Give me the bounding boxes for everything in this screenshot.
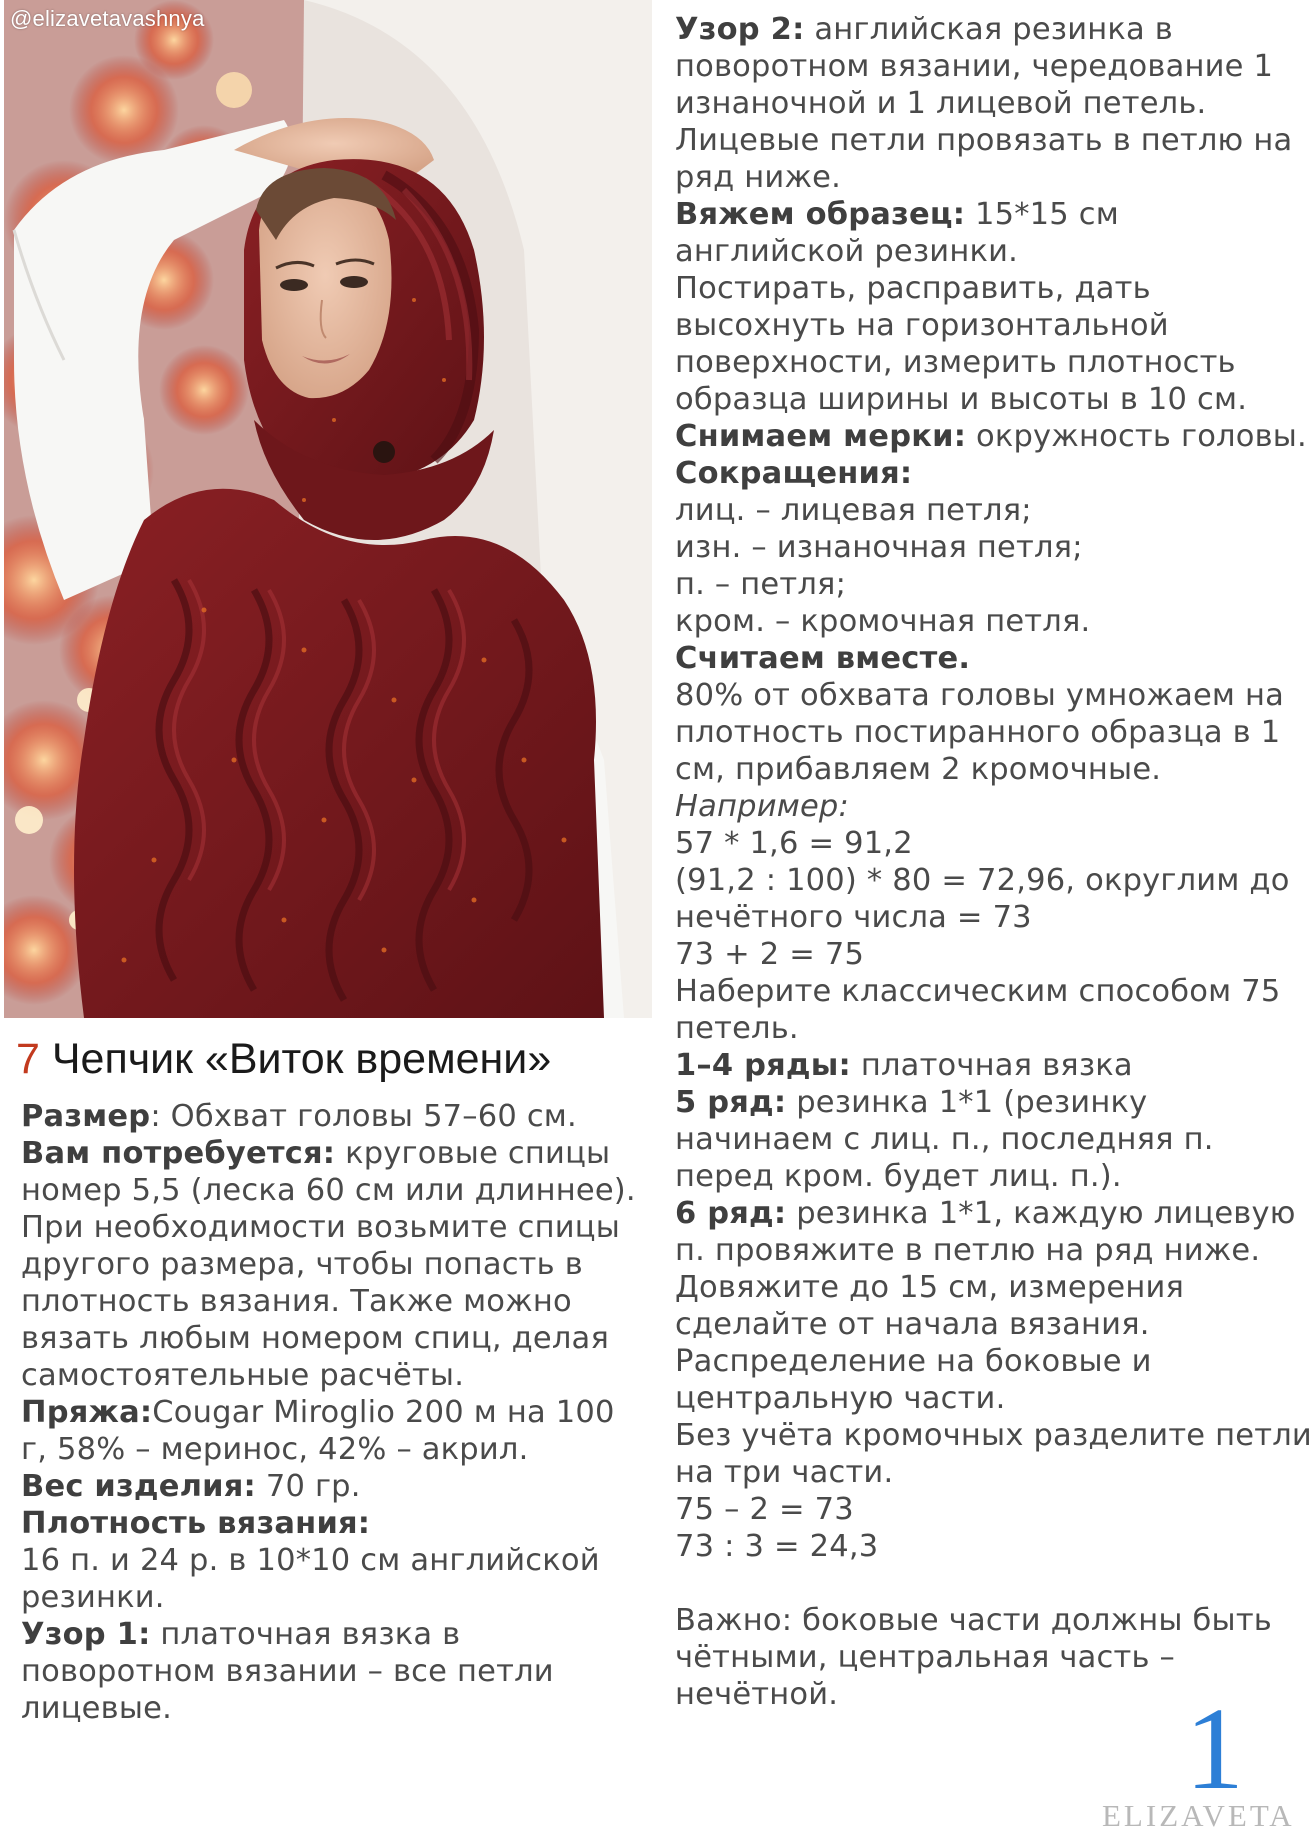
math-line: 75 – 2 = 73 xyxy=(675,1492,854,1527)
yarn-text: Cougar Miroglio 200 м на 100 г, 58% – меринос, 42% – акрил. xyxy=(21,1395,615,1467)
page-number: 1 xyxy=(1185,1683,1244,1814)
measure-label: Снимаем мерки: xyxy=(675,419,967,454)
wash-paragraph: Постирать, расправить, дать высохнуть на горизонтальной поверхности, измерить плотность образца ширины и высоты в 10 см. xyxy=(675,271,1248,417)
row-6-text: резинка 1*1, каждую лицевую п. провяжите в петлю на ряд ниже. xyxy=(675,1196,1296,1268)
photo-watermark-handle: @elizavetavashnya xyxy=(10,6,205,31)
pattern1-text: платочная вязка в поворотном вязании – все петли лицевые. xyxy=(21,1617,554,1726)
row-6-label: 6 ряд: xyxy=(675,1196,787,1231)
rows-1-4-label: 1–4 ряды: xyxy=(675,1048,851,1083)
abbreviations-label-line xyxy=(675,455,1314,492)
pattern1-paragraph xyxy=(21,1616,641,1727)
distribute-paragraph: Распределение на боковые и центральную части. xyxy=(675,1344,1152,1416)
weight-text: 70 гр. xyxy=(255,1469,361,1504)
calc-paragraph: 80% от обхвата головы умножаем на плотность постиранного образца в 1 см, прибавляем 2 кромочные. xyxy=(675,678,1285,787)
rows-1-4-line xyxy=(675,1047,1314,1084)
example-line: 57 * 1,6 = 91,2 xyxy=(675,826,913,861)
right-column xyxy=(675,11,1314,1713)
measure-line xyxy=(675,418,1314,455)
row-5-text: резинка 1*1 (резинку начинаем с лиц. п., последняя п. перед кром. будет лиц. п.). xyxy=(675,1085,1214,1194)
calc-label-line xyxy=(675,640,1314,677)
important-paragraph: Важно: боковые части должны быть чётными, центральная часть – нечётной. xyxy=(675,1603,1272,1712)
size-line xyxy=(21,1098,641,1135)
abbreviation-item: кром. – кромочная петля. xyxy=(675,604,1091,639)
continue-paragraph: Довяжите до 15 см, измерения сделайте от начала вязания. xyxy=(675,1270,1185,1342)
materials-paragraph xyxy=(21,1135,641,1394)
calc-label: Считаем вместе. xyxy=(675,641,971,676)
spacer xyxy=(675,1565,1314,1602)
example-line: (91,2 : 100) * 80 = 72,96, округлим до нечётного числа = 73 xyxy=(675,863,1290,935)
yarn-label: Пряжа: xyxy=(21,1395,153,1430)
yarn-paragraph xyxy=(21,1394,641,1468)
size-label: Размер xyxy=(21,1099,151,1134)
abbreviations-label: Сокращения: xyxy=(675,456,913,491)
example-label: Например: xyxy=(675,789,849,824)
rows-1-4-text: платочная вязка xyxy=(850,1048,1133,1083)
caston-paragraph: Наберите классическим способом 75 петель. xyxy=(675,974,1281,1046)
abbreviation-item: изн. – изнаночная петля; xyxy=(675,530,1083,565)
row-6-paragraph xyxy=(675,1195,1314,1269)
size-text: : Обхват головы 57–60 см. xyxy=(150,1099,577,1134)
author-watermark: ELIZAVETA xyxy=(1102,1798,1295,1833)
materials-label: Вам потребуется: xyxy=(21,1136,336,1171)
pattern2-paragraph xyxy=(675,11,1314,196)
weight-label: Вес изделия: xyxy=(21,1469,256,1504)
pattern-title xyxy=(16,1030,551,1088)
math-line: 73 : 3 = 24,3 xyxy=(675,1529,879,1564)
sample-text: 15*15 см английской резинки. xyxy=(675,197,1119,269)
pattern2-text: английская резинка в поворотном вязании, чередование 1 изнаночной и 1 лицевой петель. Лицевые петли провязать в петлю на ряд ниже. xyxy=(675,12,1293,195)
pattern1-label: Узор 1: xyxy=(21,1617,151,1652)
left-column xyxy=(21,1098,641,1727)
abbreviation-item: п. – петля; xyxy=(675,567,847,602)
gauge-label: Плотность вязания: xyxy=(21,1506,371,1541)
measure-text: окружность головы. xyxy=(966,419,1307,454)
row-5-paragraph xyxy=(675,1084,1314,1195)
abbreviation-item: лиц. – лицевая петля; xyxy=(675,493,1032,528)
sample-paragraph xyxy=(675,196,1314,270)
knitted-hood-illustration xyxy=(4,0,652,1018)
example-line: 73 + 2 = 75 xyxy=(675,937,865,972)
pattern-title-text: Чепчик «Виток времени» xyxy=(39,1035,552,1083)
hero-photo xyxy=(4,0,652,1018)
materials-text: круговые спицы номер 5,5 (леска 60 см или длиннее). При необходимости возьмите спицы другого размера, чтобы попасть в плотность вязания. Также можно вязать любым номером спиц, делая самостоятельные расчёты. xyxy=(21,1136,636,1393)
sample-label: Вяжем образец: xyxy=(675,197,966,232)
pattern-number: 7 xyxy=(16,1035,40,1083)
weight-line xyxy=(21,1468,641,1505)
divide-paragraph: Без учёта кромочных разделите петли на три части. xyxy=(675,1418,1312,1490)
row-5-label: 5 ряд: xyxy=(675,1085,787,1120)
pattern2-label: Узор 2: xyxy=(675,12,805,47)
gauge-label-line xyxy=(21,1505,641,1542)
gauge-text: 16 п. и 24 р. в 10*10 см английской резинки. xyxy=(21,1543,600,1615)
